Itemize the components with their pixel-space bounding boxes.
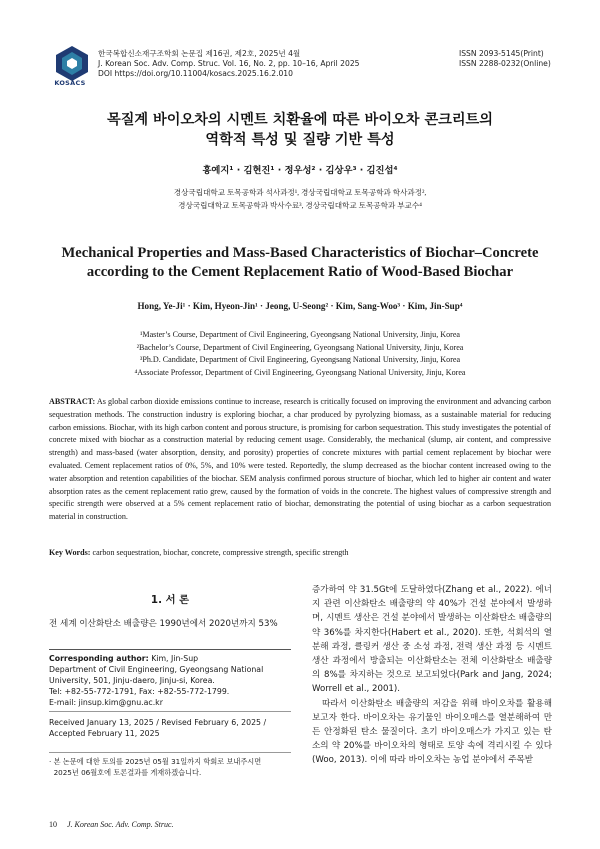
discussion-note (49, 752, 291, 778)
issn-print: ISSN 2093-5145(Print) (459, 49, 544, 58)
corresponding-email[interactable]: E-mail: jinsup.kim@gnu.ac.kr (49, 698, 163, 707)
corresponding-name: Kim, Jin-Sup (151, 654, 199, 663)
footer-journal: J. Korean Soc. Adv. Comp. Struc. (67, 820, 174, 829)
intro-paragraph-start: 전 세계 이산화탄소 배출량은 1990년에서 2020년까지 53% (49, 619, 278, 629)
corresponding-label: Corresponding author: (49, 654, 149, 663)
intro-paragraph: 증가하여 약 31.5Gt에 도달하였다(Zhang et al., 2022). 에너지 관련 이산화탄소 배출량의 약 40%가 건설 분야에서 발생하며, 시멘트 생산은 건설 분야에서 발생하는 이산화탄소 배출량의 약 36%를 차지한다(Habert et al., 2020). 또한, 석회석의 열분해 과정, 클링커 생산 중 소성 과정, 전력 생산 과정 등 시멘트 생산 과정에서 방출되는 이산화탄소는 전체 이산화탄소 배출량의 8%를 차지하는 것으로 보고되었다(Park and Jang, 2024; Worrell et al., 2001). (312, 585, 552, 695)
page-footer (49, 820, 174, 829)
issn-block (459, 49, 551, 69)
keywords (49, 548, 551, 557)
header-line: J. Korean Soc. Adv. Comp. Struc. Vol. 16, No. 2, pp. 10–16, April 2025 (98, 59, 360, 69)
title-english-line: according to the Cement Replacement Ratio of Wood-Based Biochar (86, 264, 514, 280)
intro-continued (312, 583, 552, 768)
page-number: 10 (49, 820, 57, 829)
title-korean (60, 110, 540, 150)
kosacs-logo (52, 44, 92, 82)
intro-paragraph: 따라서 이산화탄소 배출량의 저감을 위해 바이오차를 활용해 보고자 한다. 바이오차는 유기물인 바이오매스를 열분해하여 만든 안정화된 탄소 물질이다. 초기 바이오매스가 가지고 있는 탄소의 약 20%를 바이오차의 형태로 토양 속에 격리시킬 수 있다(Woo, 2013). 이에 따라 바이오차는 농업 분야에서 주목받 (312, 698, 552, 766)
affiliation-line: ³Ph.D. Candidate, Department of Civil Engineering, Gyeongsang National University, Jinju, Korea (139, 355, 461, 364)
doi-link[interactable]: DOI https://doi.org/10.11004/kosacs.2025.16.2.010 (98, 69, 293, 79)
abstract-text: As global carbon dioxide emissions continue to increase, research is critically focused on improving the environment and advancing carbon sequestration methods. The construction industry is exploring biochar, a char produced by pyrolyzing biomass, as a sustainable material for reducing carbon emissions. Biochar, with its high carbon content and porous structure, is promising for carbon sequestration. This study investigates the potential of concrete mixed with biochar as a construction material by reducing cement usage. Considerably, the mechanical (slump, air content, and compressive strength) and mass-based (water absorption, density, and porosity) properties of concrete mixtures with partial cement replacement by biochar were evaluated. Cement replacement ratios of 0%, 5%, and 10% were tested. Reportedly, the slump decreased as the biochar content increased owing to the water absorption and retention capabilities of the biochar. SEM analysis confirmed porous structure of biochar, which led to higher air content and water absorption rates as the cement replacement ratio grew, caused by the formation of voids in the concrete. The highest values of compressive strength and specific strength were observed at a 5% cement replacement ratio of biochar, demonstrating the potential of using biochar as a carbon sequestration material in construction. (49, 397, 551, 522)
authors-korean: 홍예지¹ · 김현진¹ · 정우성² · 김상우³ · 김진섭⁴ (202, 165, 398, 176)
abstract-label: ABSTRACT: (49, 397, 96, 406)
header-line: 한국복합신소재구조학회 논문집 제16권, 제2호, 2025년 4월 (98, 49, 301, 58)
affiliation-line: 경상국립대학교 토목공학과 박사수료³, 경상국립대학교 토목공학과 부교수⁴ (178, 201, 422, 210)
corresponding-line: Department of Civil Engineering, Gyeongsang National (49, 665, 264, 674)
title-english-line: Mechanical Properties and Mass-Based Characteristics of Biochar–Concrete (61, 245, 539, 261)
keywords-label: Key Words: (49, 548, 91, 557)
logo-text: KOSACS (54, 79, 86, 87)
corresponding-line: Tel: +82-55-772-1791, Fax: +82-55-772-1799. (49, 687, 230, 696)
keywords-text: carbon sequestration, biochar, concrete, compressive strength, specific strength (92, 548, 349, 557)
abstract (49, 396, 551, 524)
section-heading: 1. 서 론 (150, 594, 190, 606)
affiliations-korean (50, 186, 550, 212)
title-korean-line: 목질계 바이오차의 시멘트 치환율에 따른 바이오차 콘크리트의 (107, 112, 493, 128)
affiliation-line: ²Bachelor’s Course, Department of Civil Engineering, Gyeongsang National University, Jinju, Korea (136, 342, 464, 352)
corresponding-author-box (49, 649, 291, 708)
title-english (40, 244, 560, 282)
affiliations-english (60, 329, 540, 379)
issn-online: ISSN 2288-0232(Online) (459, 59, 551, 69)
affiliation-line: ¹Master’s Course, Department of Civil Engineering, Gyeongsang National University, Jinju, Korea (139, 330, 461, 339)
note-line: · 본 논문에 대한 토의를 2025년 05월 31일까지 학회로 보내주시면 (49, 757, 262, 766)
received-dates: Received January 13, 2025 / Revised February 6, 2025 / Accepted February 11, 2025 (49, 711, 291, 739)
affiliation-line: ⁴Associate Professor, Department of Civil Engineering, Gyeongsang National University, Jinju, Korea (134, 367, 466, 377)
corresponding-line: University, 501, Jinju-daero, Jinju-si, Korea. (49, 676, 215, 685)
title-korean-line: 역학적 특성 및 질량 기반 특성 (205, 132, 395, 148)
affiliation-line: 경상국립대학교 토목공학과 석사과정¹, 경상국립대학교 토목공학과 학사과정², (173, 188, 427, 197)
journal-header (98, 49, 360, 80)
authors-english: Hong, Ye-Ji¹ · Kim, Hyeon-Jin¹ · Jeong, U-Seong² · Kim, Sang-Woo³ · Kim, Jin-Sup⁴ (137, 301, 463, 311)
note-line: 2025년 06월호에 토론결과를 게재하겠습니다. (49, 767, 202, 777)
